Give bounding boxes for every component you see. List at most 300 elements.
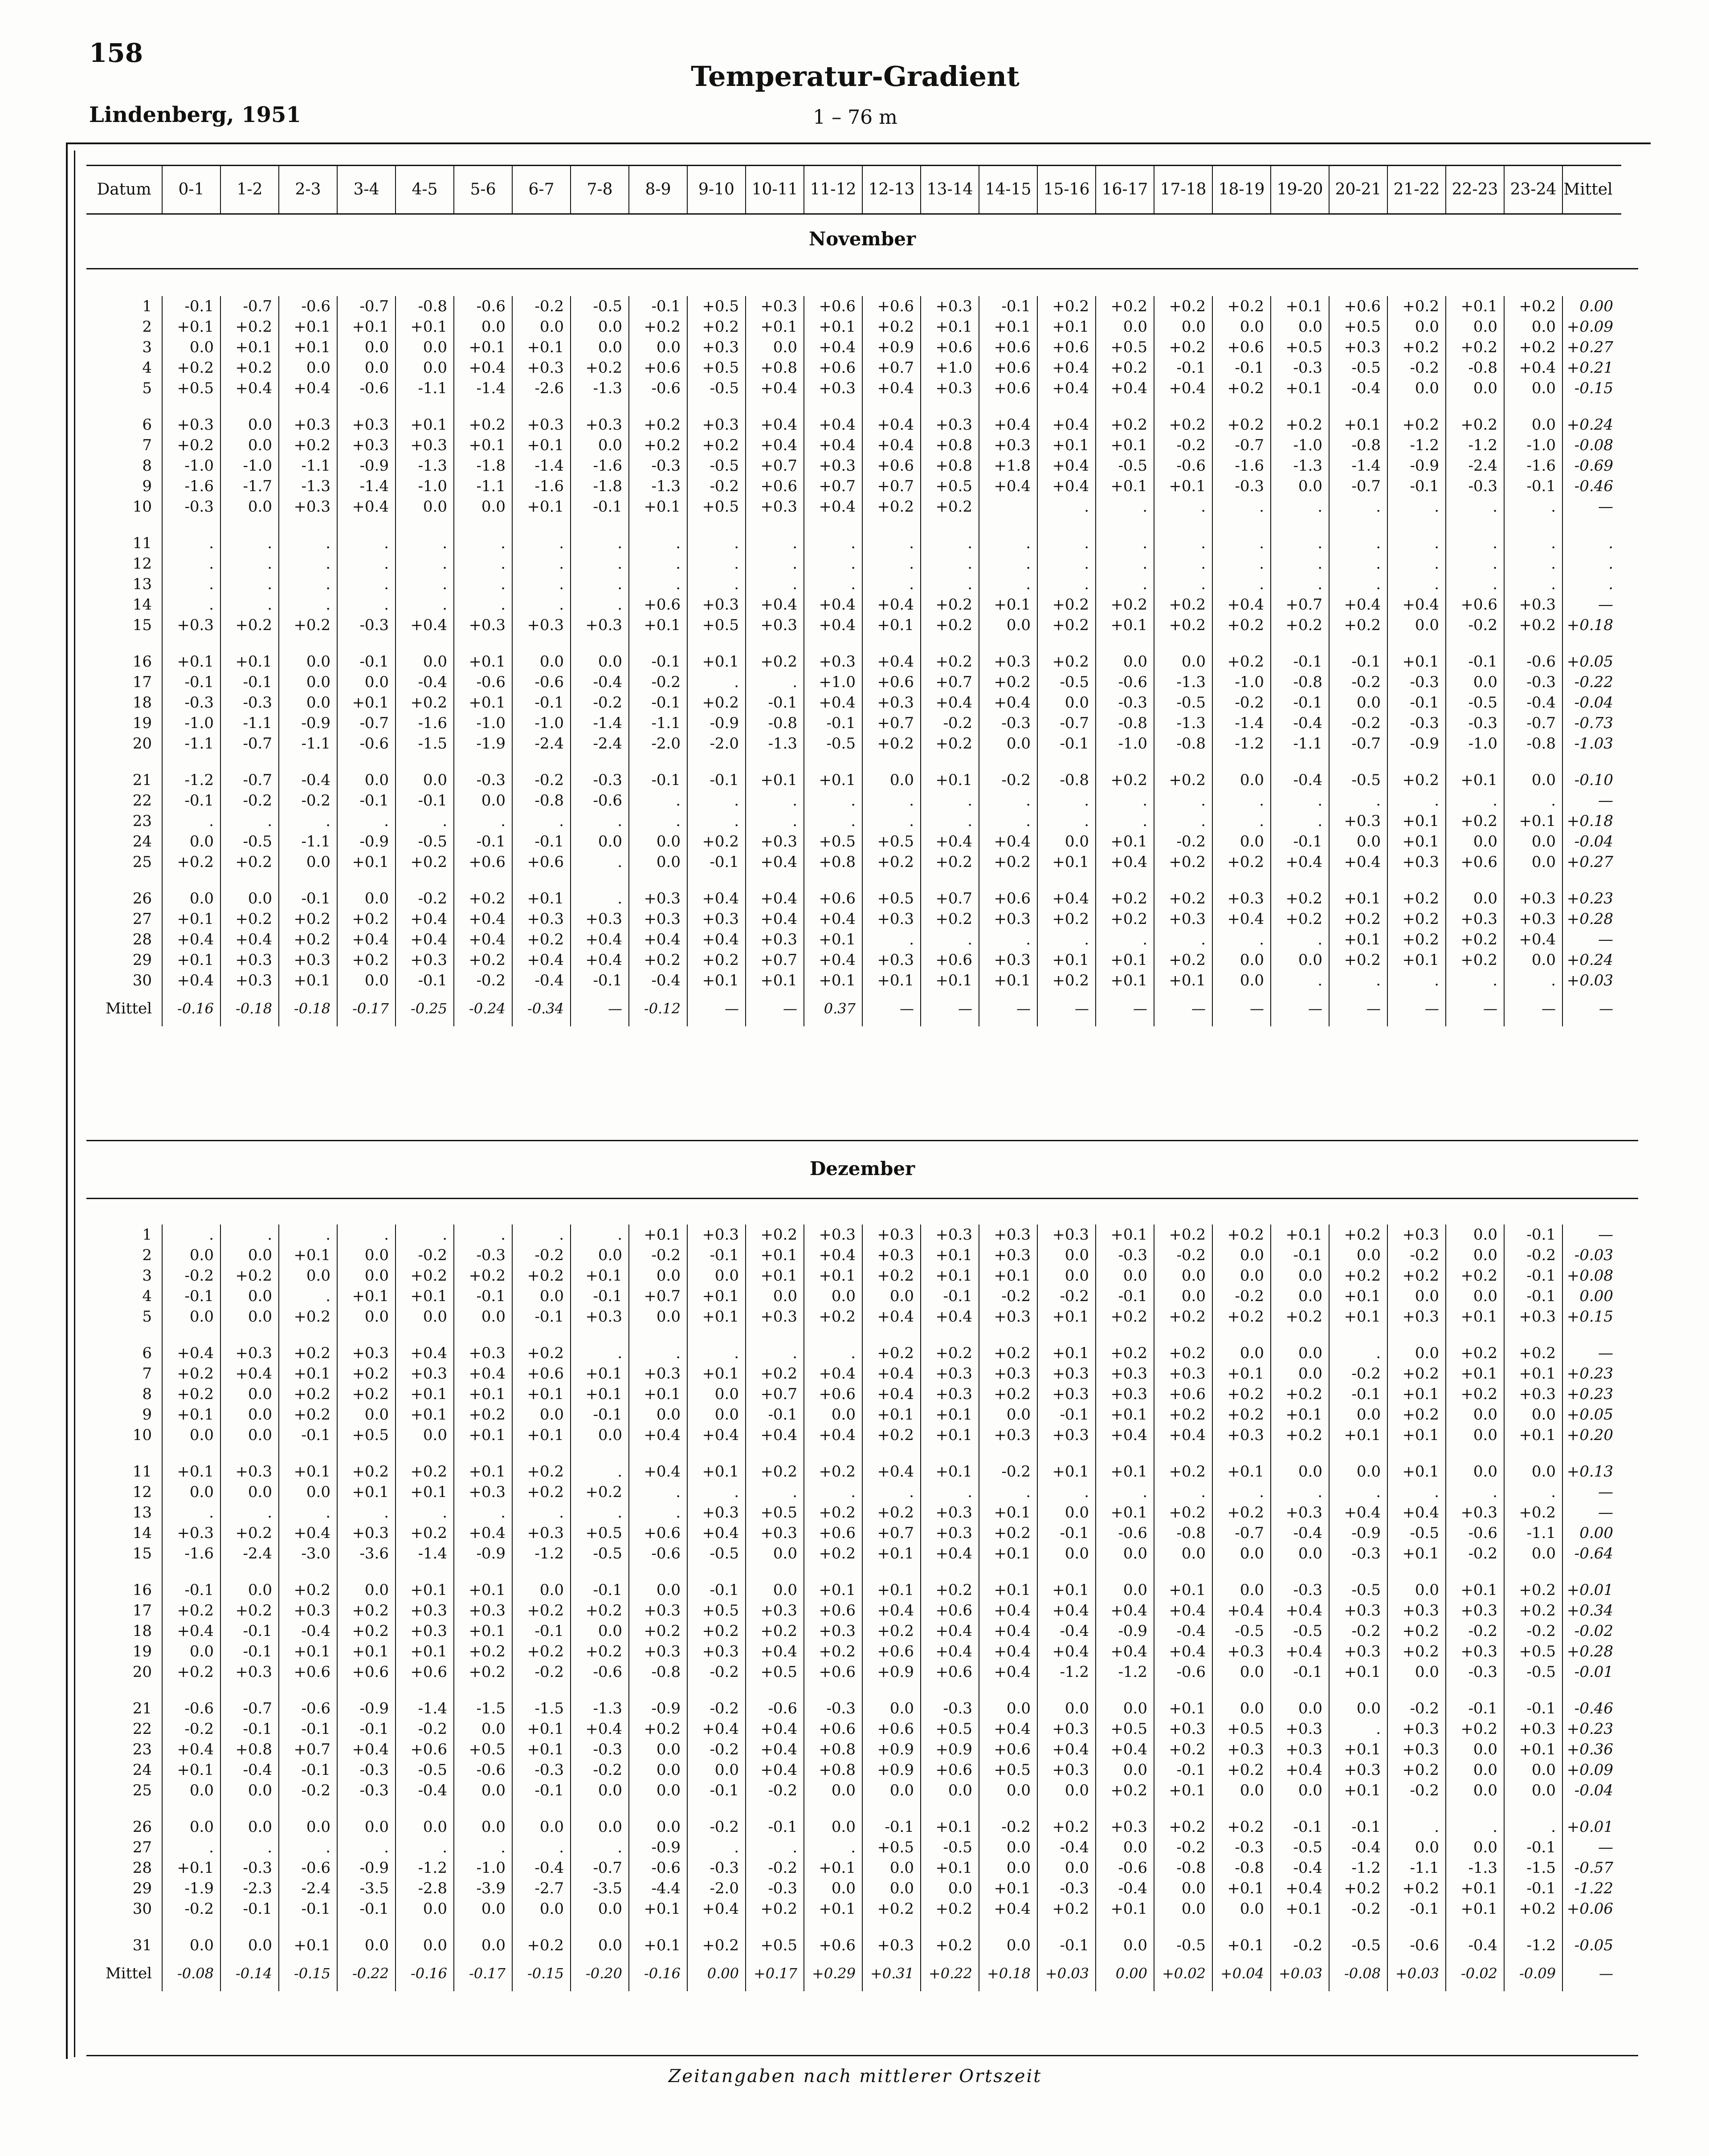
value-cell: -2.0 xyxy=(687,733,746,754)
value-cell: . xyxy=(162,1224,220,1245)
value-cell: +0.1 xyxy=(1504,811,1562,831)
day-cell: 7 xyxy=(142,436,152,454)
value-cell: 0.0 xyxy=(162,1780,220,1801)
value-cell: . xyxy=(1037,574,1096,594)
gap-cell xyxy=(454,1327,512,1343)
value-cell: . xyxy=(512,553,571,574)
value-cell: +0.1 xyxy=(979,594,1037,615)
value-cell: -0.1 xyxy=(1271,692,1329,713)
value-cell: -1.3 xyxy=(746,733,804,754)
value-cell: +0.3 xyxy=(162,415,220,435)
gap-cell xyxy=(162,1327,220,1343)
value-cell: 0.0 xyxy=(220,1245,279,1265)
value-cell: 0.0 xyxy=(220,1580,279,1600)
table-row xyxy=(86,929,1621,950)
value-cell: 0.0 xyxy=(454,1899,512,1919)
day-cell: 11 xyxy=(132,1463,152,1481)
value-cell: +0.4 xyxy=(1154,1641,1212,1662)
value-cell: +0.2 xyxy=(454,888,512,909)
value-cell: +0.2 xyxy=(979,1384,1037,1404)
table-row xyxy=(86,574,1621,594)
value-cell: +0.3 xyxy=(162,1523,220,1543)
value-cell: -0.1 xyxy=(337,651,396,672)
gap-cell xyxy=(1504,517,1562,533)
gap-cell xyxy=(279,1682,337,1698)
gap-cell xyxy=(454,1919,512,1935)
gap-cell xyxy=(1446,1682,1504,1698)
value-cell: . xyxy=(337,574,396,594)
value-cell: +0.1 xyxy=(1037,1306,1096,1327)
value-cell: +0.1 xyxy=(454,337,512,358)
value-cell: 0.0 xyxy=(629,1265,687,1286)
value-cell: +0.3 xyxy=(921,378,979,399)
value-cell: +0.4 xyxy=(220,929,279,950)
gap-cell xyxy=(746,1682,804,1698)
value-cell: +0.3 xyxy=(220,970,279,991)
value-cell: 0.0 xyxy=(1446,672,1504,692)
gap-cell xyxy=(1329,1682,1387,1698)
value-cell: . xyxy=(279,1286,337,1306)
value-cell: -0.5 xyxy=(921,1837,979,1858)
value-cell: 0.0 xyxy=(162,831,220,852)
gap-cell xyxy=(337,1564,396,1580)
value-cell: . xyxy=(1329,496,1387,517)
value-cell: +0.1 xyxy=(979,1580,1037,1600)
value-cell: +0.4 xyxy=(804,1363,862,1384)
value-cell: +0.4 xyxy=(979,1719,1037,1739)
value-cell: +0.1 xyxy=(921,1265,979,1286)
value-cell: +0.6 xyxy=(629,594,687,615)
value-cell: 0.0 xyxy=(279,651,337,672)
value-cell: -1.0 xyxy=(1271,435,1329,456)
value-cell: 0.0 xyxy=(1212,1662,1271,1682)
value-cell: -0.1 xyxy=(1387,692,1446,713)
gap-cell xyxy=(162,1445,220,1461)
value-cell: +0.2 xyxy=(279,1343,337,1363)
value-cell: +0.1 xyxy=(629,1384,687,1404)
value-cell: 0.0 xyxy=(629,1739,687,1760)
value-cell: +0.2 xyxy=(1212,651,1271,672)
value-cell: . xyxy=(454,811,512,831)
gap-cell xyxy=(629,1564,687,1580)
value-cell: +0.2 xyxy=(1504,615,1562,635)
value-cell: -0.2 xyxy=(746,1780,804,1801)
value-cell: +1.8 xyxy=(979,456,1037,476)
value-cell: -0.3 xyxy=(162,692,220,713)
value-cell: -0.2 xyxy=(1154,435,1212,456)
value-cell: +0.3 xyxy=(162,615,220,635)
value-cell: 0.0 xyxy=(571,651,629,672)
value-cell: 0.0 xyxy=(337,1580,396,1600)
value-cell: -0.3 xyxy=(220,692,279,713)
value-cell: . xyxy=(220,811,279,831)
gap-cell xyxy=(1562,399,1621,415)
table-row xyxy=(86,296,1621,317)
value-cell: +0.3 xyxy=(862,950,921,970)
value-cell: +0.2 xyxy=(1037,594,1096,615)
value-cell: +0.3 xyxy=(804,378,862,399)
mean-value: — xyxy=(1271,991,1329,1026)
value-cell: +0.3 xyxy=(571,909,629,929)
mean-cell: -0.69 xyxy=(1562,456,1621,476)
value-cell: +0.2 xyxy=(279,929,337,950)
value-cell: -0.3 xyxy=(512,1760,571,1780)
value-cell: +0.4 xyxy=(629,929,687,950)
value-cell: . xyxy=(1329,533,1387,553)
value-cell: 0.0 xyxy=(1037,1780,1096,1801)
gap-cell xyxy=(1271,635,1329,651)
value-cell: -1.6 xyxy=(1504,456,1562,476)
value-cell: +0.2 xyxy=(162,358,220,378)
value-cell: . xyxy=(162,1837,220,1858)
gap-cell xyxy=(162,1919,220,1935)
value-cell: . xyxy=(220,574,279,594)
value-cell: +0.2 xyxy=(220,1265,279,1286)
value-cell: -1.3 xyxy=(1154,713,1212,733)
day-cell: 19 xyxy=(132,1643,152,1660)
mean-cell: -0.64 xyxy=(1562,1543,1621,1564)
value-cell: -1.5 xyxy=(512,1698,571,1719)
value-cell: . xyxy=(279,594,337,615)
value-cell: 0.0 xyxy=(804,1286,862,1306)
value-cell: +0.3 xyxy=(454,1482,512,1502)
value-cell: -1.0 xyxy=(1096,733,1154,754)
value-cell: +0.3 xyxy=(396,950,454,970)
header-hour: 15-16 xyxy=(1037,166,1096,214)
gap-cell xyxy=(571,399,629,415)
value-cell: . xyxy=(571,594,629,615)
value-cell: +0.4 xyxy=(804,496,862,517)
value-cell: -0.3 xyxy=(1037,1878,1096,1899)
value-cell: 0.0 xyxy=(1504,317,1562,337)
value-cell: . xyxy=(337,811,396,831)
value-cell: -0.9 xyxy=(279,713,337,733)
value-cell: . xyxy=(979,574,1037,594)
value-cell: +0.4 xyxy=(862,435,921,456)
gap-cell xyxy=(921,635,979,651)
value-cell: +0.4 xyxy=(862,415,921,435)
value-cell: -3.0 xyxy=(279,1543,337,1564)
mean-row xyxy=(86,1956,1621,1991)
mean-value: +0.03 xyxy=(1387,1956,1446,1991)
value-cell: +0.2 xyxy=(454,1641,512,1662)
value-cell: -0.7 xyxy=(1329,476,1387,496)
value-cell: -0.8 xyxy=(1329,435,1387,456)
value-cell: -0.3 xyxy=(162,496,220,517)
gap-cell xyxy=(512,1682,571,1698)
value-cell: +0.3 xyxy=(1037,1425,1096,1445)
value-cell: +0.7 xyxy=(862,358,921,378)
value-cell: +0.1 xyxy=(162,950,220,970)
value-cell: -0.2 xyxy=(629,672,687,692)
value-cell: . xyxy=(1154,496,1212,517)
gap-cell xyxy=(396,399,454,415)
value-cell: +0.1 xyxy=(1329,929,1387,950)
value-cell: +0.2 xyxy=(1096,770,1154,790)
gap-cell xyxy=(220,399,279,415)
value-cell: -0.3 xyxy=(1096,1245,1154,1265)
value-cell: +0.1 xyxy=(1446,1899,1504,1919)
value-cell: -3.5 xyxy=(571,1878,629,1899)
value-cell: 0.0 xyxy=(571,337,629,358)
value-cell: +0.1 xyxy=(862,970,921,991)
value-cell: 0.0 xyxy=(1271,317,1329,337)
value-cell: 0.0 xyxy=(1037,1543,1096,1564)
gap-cell xyxy=(1562,1801,1621,1817)
value-cell: +0.4 xyxy=(862,651,921,672)
value-cell: -0.2 xyxy=(1329,672,1387,692)
day-cell: 19 xyxy=(132,714,152,732)
value-cell: -1.3 xyxy=(571,378,629,399)
mean-cell: +0.24 xyxy=(1562,950,1621,970)
value-cell: . xyxy=(1387,496,1446,517)
value-cell: 0.0 xyxy=(1212,770,1271,790)
value-cell: . xyxy=(1504,533,1562,553)
value-cell: -0.9 xyxy=(629,1698,687,1719)
mean-cell: -0.22 xyxy=(1562,672,1621,692)
gap-cell xyxy=(1562,1919,1621,1935)
value-cell: +0.4 xyxy=(804,435,862,456)
value-cell: 0.0 xyxy=(337,1245,396,1265)
value-cell: . xyxy=(687,574,746,594)
value-cell: +0.3 xyxy=(1504,1719,1562,1739)
value-cell: 0.0 xyxy=(804,1780,862,1801)
value-cell: . xyxy=(220,1837,279,1858)
mean-value: +0.03 xyxy=(1037,1956,1096,1991)
value-cell: -0.1 xyxy=(1037,1935,1096,1956)
value-cell: 0.0 xyxy=(1096,651,1154,672)
value-cell: -1.3 xyxy=(629,476,687,496)
value-cell: +0.4 xyxy=(571,1719,629,1739)
value-cell: +0.1 xyxy=(162,1760,220,1780)
value-cell: +0.5 xyxy=(687,496,746,517)
value-cell: . xyxy=(629,553,687,574)
value-cell: -0.1 xyxy=(1504,1698,1562,1719)
value-cell: +0.1 xyxy=(162,1858,220,1878)
value-cell: 0.0 xyxy=(1037,1265,1096,1286)
mean-cell: -0.08 xyxy=(1562,435,1621,456)
value-cell: -1.8 xyxy=(454,456,512,476)
value-cell: +0.2 xyxy=(512,929,571,950)
gap-cell xyxy=(571,1919,629,1935)
value-cell: +0.6 xyxy=(979,358,1037,378)
value-cell: +0.2 xyxy=(1329,615,1387,635)
value-cell: -0.4 xyxy=(1446,1935,1504,1956)
day-cell: 26 xyxy=(132,890,152,907)
value-cell: +0.2 xyxy=(1387,1265,1446,1286)
mean-value: — xyxy=(1154,991,1212,1026)
value-cell: +0.4 xyxy=(804,615,862,635)
value-cell: -1.1 xyxy=(454,476,512,496)
value-cell: +0.3 xyxy=(687,1502,746,1523)
value-cell: -0.4 xyxy=(279,1621,337,1641)
value-cell: 0.0 xyxy=(396,1817,454,1837)
value-cell: -0.9 xyxy=(337,1698,396,1719)
value-cell: +0.2 xyxy=(1212,1224,1271,1245)
value-cell: +0.1 xyxy=(454,435,512,456)
value-cell: . xyxy=(979,533,1037,553)
value-cell: +0.1 xyxy=(279,1935,337,1956)
mean-cell: 0.00 xyxy=(1562,296,1621,317)
value-cell: +0.6 xyxy=(862,296,921,317)
value-cell: -0.6 xyxy=(279,1698,337,1719)
value-cell: +0.4 xyxy=(337,929,396,950)
value-cell: 0.0 xyxy=(862,1286,921,1306)
row-gap xyxy=(86,635,1621,651)
header-hour: 5-6 xyxy=(454,166,512,214)
value-cell: +0.2 xyxy=(1154,1461,1212,1482)
value-cell: -0.5 xyxy=(1329,358,1387,378)
station-year: Lindenberg, 1951 xyxy=(89,102,301,127)
value-cell: 0.0 xyxy=(220,1817,279,1837)
value-cell: -1.3 xyxy=(1271,456,1329,476)
value-cell: . xyxy=(804,533,862,553)
mean-cell: +0.28 xyxy=(1562,909,1621,929)
table-row xyxy=(86,533,1621,553)
value-cell: . xyxy=(746,1482,804,1502)
value-cell: . xyxy=(396,1502,454,1523)
value-cell: -0.6 xyxy=(746,1698,804,1719)
value-cell: +0.5 xyxy=(921,1719,979,1739)
value-cell: 0.0 xyxy=(1271,950,1329,970)
value-cell: 0.0 xyxy=(862,1698,921,1719)
value-cell: . xyxy=(921,790,979,811)
value-cell: +0.4 xyxy=(746,1739,804,1760)
table-row xyxy=(86,1878,1621,1899)
value-cell: +0.3 xyxy=(571,1306,629,1327)
value-cell: +0.3 xyxy=(1037,1760,1096,1780)
value-cell: -0.1 xyxy=(629,692,687,713)
value-cell: 0.0 xyxy=(337,358,396,378)
mean-cell: -0.46 xyxy=(1562,476,1621,496)
value-cell: +0.4 xyxy=(454,929,512,950)
mean-value: -0.18 xyxy=(220,991,279,1026)
day-cell: 14 xyxy=(132,1524,152,1542)
value-cell: +0.2 xyxy=(220,909,279,929)
value-cell: +0.4 xyxy=(1154,1425,1212,1445)
value-cell: 0.0 xyxy=(1504,950,1562,970)
value-cell: 0.0 xyxy=(571,1780,629,1801)
table-row xyxy=(86,1780,1621,1801)
value-cell: -0.2 xyxy=(396,888,454,909)
value-cell: +0.3 xyxy=(1446,1641,1504,1662)
gap-cell xyxy=(1446,517,1504,533)
value-cell: +0.6 xyxy=(337,1662,396,1682)
value-cell: -0.3 xyxy=(571,770,629,790)
value-cell: . xyxy=(1096,1482,1154,1502)
value-cell: . xyxy=(1096,574,1154,594)
value-cell: -0.3 xyxy=(804,1698,862,1719)
gap-cell xyxy=(921,1445,979,1461)
value-cell: 0.0 xyxy=(687,1404,746,1425)
value-cell: -0.3 xyxy=(1096,692,1154,713)
value-cell: +0.3 xyxy=(220,1343,279,1363)
value-cell: +0.6 xyxy=(804,296,862,317)
value-cell: +0.1 xyxy=(1271,378,1329,399)
value-cell: +0.4 xyxy=(454,909,512,929)
value-cell: -0.4 xyxy=(1271,1523,1329,1543)
value-cell: -1.8 xyxy=(571,476,629,496)
value-cell: +0.3 xyxy=(979,1306,1037,1327)
table-row xyxy=(86,692,1621,713)
value-cell: +0.2 xyxy=(1504,1502,1562,1523)
value-cell: +0.1 xyxy=(862,1404,921,1425)
value-cell: 0.0 xyxy=(1212,970,1271,991)
value-cell: +0.3 xyxy=(746,1600,804,1621)
gap-cell xyxy=(1446,872,1504,888)
value-cell: 0.0 xyxy=(1446,1245,1504,1265)
value-cell: +0.2 xyxy=(804,1641,862,1662)
value-cell: 0.0 xyxy=(162,1245,220,1265)
value-cell: 0.0 xyxy=(1212,1580,1271,1600)
value-cell: -0.1 xyxy=(1271,1817,1329,1837)
value-cell: -0.2 xyxy=(979,1461,1037,1482)
gap-cell xyxy=(1037,1919,1096,1935)
gap-cell xyxy=(162,754,220,770)
mean-cell: +0.03 xyxy=(1562,970,1621,991)
value-cell: -0.1 xyxy=(1504,1837,1562,1858)
mean-cell: 0.00 xyxy=(1562,1523,1621,1543)
value-cell: +0.2 xyxy=(687,435,746,456)
value-cell: 0.0 xyxy=(1212,831,1271,852)
value-cell: +0.3 xyxy=(687,1641,746,1662)
value-cell: +0.2 xyxy=(1387,770,1446,790)
value-cell: +0.2 xyxy=(1387,929,1446,950)
value-cell: +0.3 xyxy=(1271,1739,1329,1760)
value-cell: . xyxy=(396,533,454,553)
table-row xyxy=(86,553,1621,574)
value-cell: +0.3 xyxy=(396,435,454,456)
value-cell: -2.4 xyxy=(279,1878,337,1899)
value-cell: +0.1 xyxy=(512,496,571,517)
value-cell: +0.7 xyxy=(1271,594,1329,615)
value-cell: . xyxy=(1446,970,1504,991)
value-cell: . xyxy=(862,790,921,811)
value-cell: 0.0 xyxy=(862,770,921,790)
table-row xyxy=(86,435,1621,456)
value-cell: +0.1 xyxy=(921,970,979,991)
mean-cell: +0.27 xyxy=(1562,337,1621,358)
value-cell: -0.4 xyxy=(396,672,454,692)
mean-cell: +0.05 xyxy=(1562,1404,1621,1425)
gap-cell xyxy=(1212,872,1271,888)
value-cell: 0.0 xyxy=(162,1817,220,1837)
value-cell: -0.1 xyxy=(337,1899,396,1919)
day-cell: 8 xyxy=(142,1385,152,1403)
value-cell: +0.1 xyxy=(337,317,396,337)
value-cell: -0.4 xyxy=(1271,1858,1329,1878)
value-cell: +0.1 xyxy=(571,1384,629,1404)
value-cell: +0.2 xyxy=(804,1543,862,1564)
value-cell: +0.3 xyxy=(1154,1363,1212,1384)
value-cell: -0.2 xyxy=(1446,1543,1504,1564)
row-gap xyxy=(86,754,1621,770)
gap-cell xyxy=(629,1327,687,1343)
value-cell: +0.2 xyxy=(1271,909,1329,929)
value-cell: -0.3 xyxy=(687,1858,746,1878)
value-cell: +0.6 xyxy=(629,1523,687,1543)
gap-cell xyxy=(687,635,746,651)
value-cell: . xyxy=(862,929,921,950)
table-row xyxy=(86,1543,1621,1564)
value-cell: 0.0 xyxy=(337,1306,396,1327)
header-hour: 11-12 xyxy=(804,166,862,214)
value-cell: . xyxy=(1212,811,1271,831)
value-cell: +0.1 xyxy=(1037,852,1096,872)
value-cell: -0.1 xyxy=(1271,1245,1329,1265)
gap-cell xyxy=(220,754,279,770)
value-cell: +0.1 xyxy=(1446,1306,1504,1327)
